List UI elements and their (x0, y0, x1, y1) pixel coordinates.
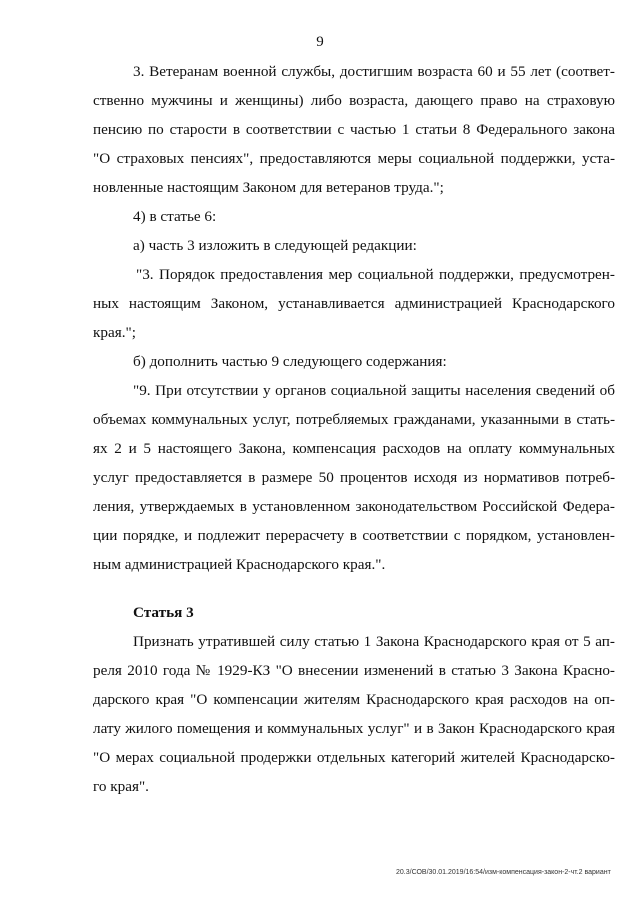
paragraph-4-line: Признать утратившей силу статью 1 Закона Краснодарского края от 5 ап- (133, 633, 615, 650)
paragraph-4-line: лату жилого помещения и коммунальных услуг" и в Закон Краснодарского края (93, 720, 615, 737)
article-3-heading: Статья 3 (133, 604, 194, 621)
paragraph-3-line: "9. При отсутствии у органов социальной защиты населения сведений об (133, 382, 615, 399)
paragraph-4-line: го края". (93, 778, 149, 795)
item-a-line: а) часть 3 изложить в следующей редакции: (133, 237, 417, 254)
paragraph-2-line: "3. Порядок предоставления мер социальной поддержки, предусмотрен- (136, 266, 615, 283)
paragraph-1-line: "О страховых пенсиях", предоставляются меры социальной поддержки, уста- (93, 150, 615, 167)
paragraph-3-line: ления, утверждаемых в установленном законодательством Российской Федера- (93, 498, 615, 515)
paragraph-1-line: пенсию по старости в соответствии с частью 1 статьи 8 Федерального закона (93, 121, 615, 138)
footer-document-code: 20.3/СОВ/30.01.2019/16:54/изм-компенсация-закон-2-чт.2 вариант (396, 869, 611, 876)
item-4-line: 4) в статье 6: (133, 208, 217, 225)
paragraph-4-line: реля 2010 года № 1929-КЗ "О внесении изменений в статью 3 Закона Красно- (93, 662, 615, 679)
paragraph-1-line: 3. Ветеранам военной службы, достигшим возраста 60 и 55 лет (соответ- (133, 63, 615, 80)
page-number: 9 (316, 34, 324, 50)
paragraph-3-line: ях 2 и 5 настоящего Закона, компенсация расходов на оплату коммунальных (93, 440, 615, 457)
paragraph-4-line: дарского края "О компенсации жителям Краснодарского края расходов на оп- (93, 691, 615, 708)
paragraph-1-line: ственно мужчины и женщины) либо возраста, дающего право на страховую (93, 92, 615, 109)
paragraph-2-line: ных настоящим Законом, устанавливается администрацией Краснодарского (93, 295, 615, 312)
paragraph-3-line: ции порядке, и подлежит перерасчету в соответствии с порядком, установлен- (93, 527, 615, 544)
paragraph-4-line: "О мерах социальной продержки отдельных категорий жителей Краснодарско- (93, 749, 615, 766)
paragraph-3-line: услуг предоставляется в размере 50 процентов исходя из нормативов потреб- (93, 469, 615, 486)
paragraph-3-line: объемах коммунальных услуг, потребляемых гражданами, указанными в стать- (93, 411, 615, 428)
item-b-line: б) дополнить частью 9 следующего содержания: (133, 353, 447, 370)
paragraph-2-line: края."; (93, 324, 136, 341)
paragraph-1-line: новленные настоящим Законом для ветеранов труда."; (93, 179, 444, 196)
paragraph-3-line: ным администрацией Краснодарского края.". (93, 556, 386, 573)
